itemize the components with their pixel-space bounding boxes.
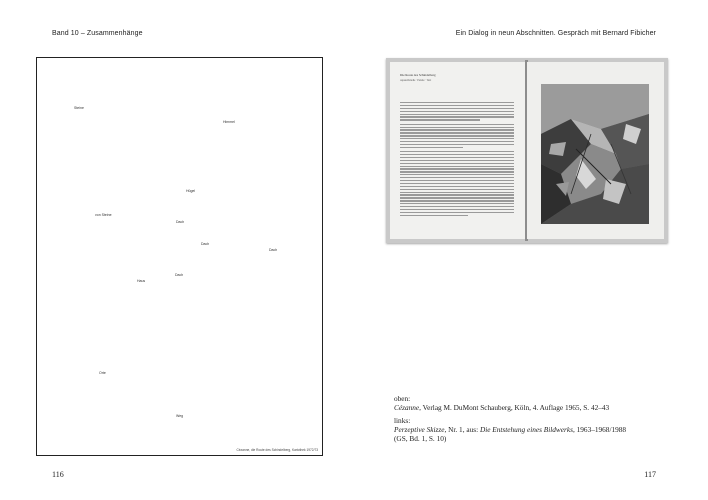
sketch-word: Dach xyxy=(269,248,278,252)
caption-links: Perzeptive Skizze, Nr. 1, aus: Die Entstehung eines Bildwerks, 1963–1968/1988 xyxy=(394,425,627,434)
sketch-word: Hügel xyxy=(186,189,196,193)
book-spread-photo xyxy=(386,58,668,243)
sketch-word: Steine xyxy=(74,106,84,110)
sketch-word: Haus xyxy=(137,279,146,283)
sketch-word: Himmel xyxy=(223,120,235,124)
caption-oben-label: oben: xyxy=(394,394,411,403)
book-chapter-subtitle: Aquarellstudie · Palette · Text xyxy=(400,79,432,82)
sketch-word: von Steine xyxy=(95,213,112,217)
caption-oben: Cézanne, Verlag M. DuMont Schauberg, Köln, 4. Auflage 1965, S. 42–43 xyxy=(394,403,610,412)
book-chapter-title: Die Route des Schindelberg xyxy=(400,73,436,77)
caption-links-label: links: xyxy=(394,416,411,425)
page-number-left: 116 xyxy=(52,470,64,479)
book-plate-page xyxy=(527,62,664,239)
sketch-word: Weg xyxy=(176,414,184,418)
sketch-word: Dach xyxy=(175,273,184,277)
sketch-caption: Cézanne, die Route des Schindelberg, Kartothek 1972/73 xyxy=(236,448,318,452)
book-text-page xyxy=(390,62,525,239)
cezanne-painting-plate xyxy=(541,84,649,224)
sketch-word: Dach xyxy=(201,242,210,246)
page-number-right: 117 xyxy=(644,470,656,479)
caption-links-reference: (GS, Bd. 1, S. 10) xyxy=(394,434,447,443)
sketch-word: Dach xyxy=(176,220,185,224)
perceptive-sketch-frame xyxy=(36,57,323,456)
sketch-word: Orte xyxy=(99,371,106,375)
running-header-right: Ein Dialog in neun Abschnitten. Gespräch mit Bernard Fibicher xyxy=(455,30,656,37)
running-header-left: Band 10 – Zusammenhänge xyxy=(52,30,143,37)
book-body-text xyxy=(400,102,514,230)
